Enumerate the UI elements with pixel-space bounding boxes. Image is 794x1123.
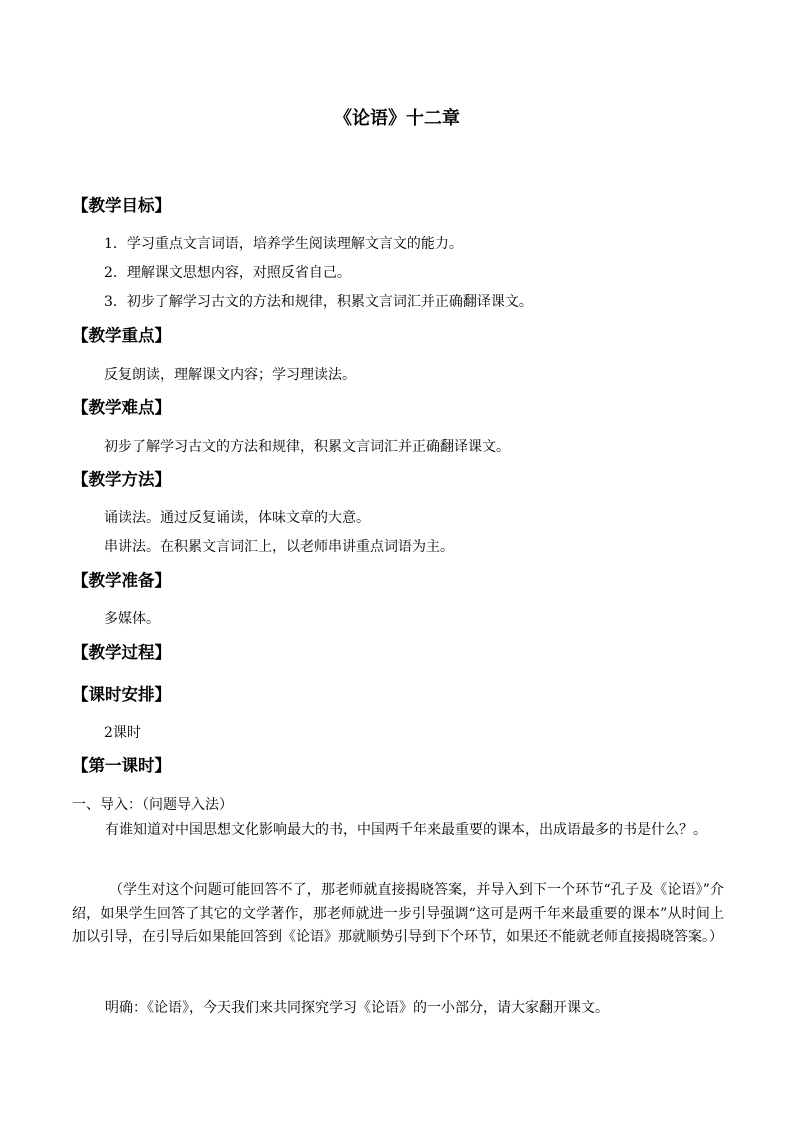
objective-item: 2．理解课文思想内容，对照反省自己。 [104,265,351,281]
heading-process: 【教学过程】 [72,643,171,662]
key-points-text: 反复朗读，理解课文内容；学习理读法。 [104,367,356,383]
heading-preparation: 【教学准备】 [72,571,171,590]
preparation-text: 多媒体。 [104,611,160,627]
heading-schedule: 【课时安排】 [72,685,171,704]
intro-label: 一、导入：（问题导入法） [72,797,233,813]
method-item: 诵读法。通过反复诵读，体味文章的大意。 [104,510,370,526]
intro-paragraph-answer: 明确：《论语》，今天我们来共同探究学习《论语》的一小部分，请大家翻开课文。 [105,1000,609,1016]
heading-objectives: 【教学目标】 [72,196,171,215]
heading-key-points: 【教学重点】 [72,326,171,345]
intro-paragraph-guidance: （学生对这个问题可能回答不了，那老师就直接揭晓答案，并导入到下一个环节“孔子及《论语》”介绍，如果学生回答了其它的文学著作，那老师就进一步引导强调“这可是两千年来最重要的课本”从时间上加以引导，在引导后如果能回答到《论语》那就顺势引导到下个环节，如果还不能就老师直接揭晓答案。） [72,882,724,945]
method-item: 串讲法。在积累文言词汇上，以老师串讲重点词语为主。 [104,539,454,555]
heading-difficulties: 【教学难点】 [72,398,171,417]
difficulties-text: 初步了解学习古文的方法和规律，积累文言词汇并正确翻译课文。 [104,439,510,455]
heading-methods: 【教学方法】 [72,470,171,489]
intro-paragraph-question: 有谁知道对中国思想文化影响最大的书，中国两千年来最重要的课本，出成语最多的书是什么？。 [105,822,707,838]
heading-first-lesson: 【第一课时】 [72,756,171,775]
document-title: 《论语》十二章 [334,108,460,129]
objective-item: 1．学习重点文言词语，培养学生阅读理解文言文的能力。 [104,236,463,252]
objective-item: 3．初步了解学习古文的方法和规律，积累文言词汇并正确翻译课文。 [104,294,533,310]
schedule-text: 2课时 [104,725,141,741]
